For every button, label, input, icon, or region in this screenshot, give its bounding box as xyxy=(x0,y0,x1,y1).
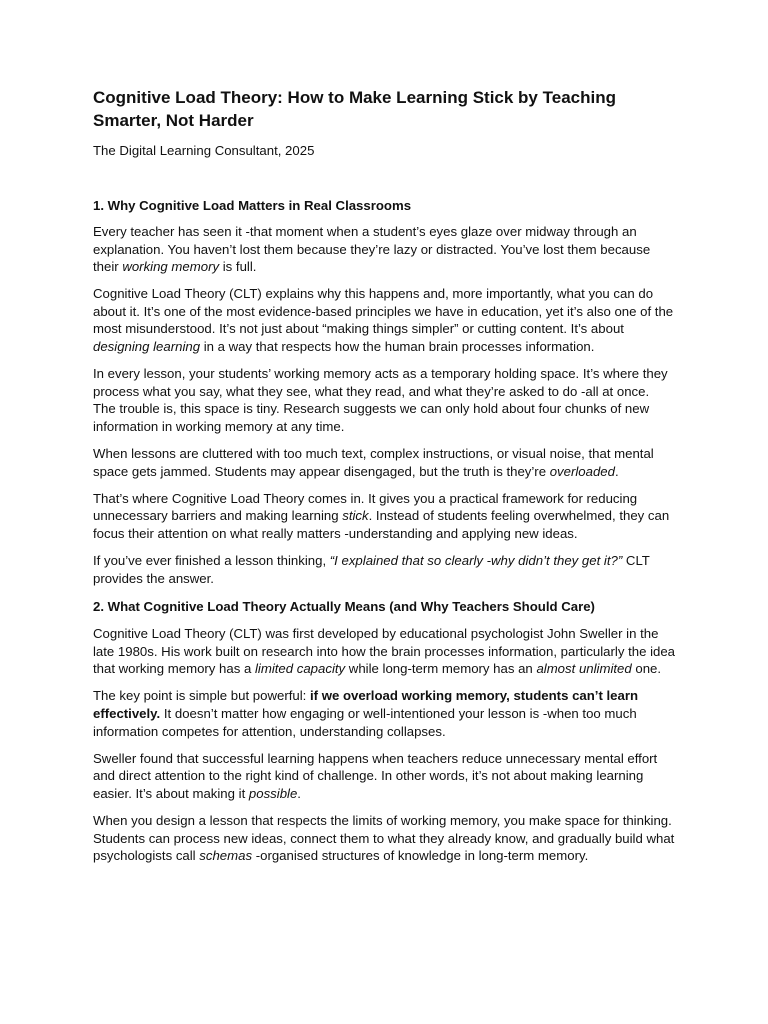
section-1-paragraph-5 xyxy=(93,490,675,543)
text-run: That’s where Cognitive Load Theory comes in. It gives you a practical framework for reducing unnecessary barriers and making learning xyxy=(93,490,638,524)
emphasis-text: stick xyxy=(342,508,369,524)
text-run: one. xyxy=(631,661,662,677)
text-run: If you’ve ever finished a lesson thinking, xyxy=(93,553,330,568)
section-2-paragraph-4 xyxy=(93,812,675,865)
text-run: Cognitive Load Theory (CLT) explains why this happens and, more importantly, what you can do about it. It’s one of the most evidence-based principles we have in education, yet it’s also one of the most misunderstood. It’s not just about “making things simpler” or cutting content. It’s about xyxy=(93,286,674,337)
emphasis-text: designing learning xyxy=(93,339,201,355)
text-run: in a way that respects how the human brain processes information. xyxy=(200,339,595,355)
text-run: is full. xyxy=(219,259,257,275)
section-1-heading: 1. Why Cognitive Load Matters in Real Classrooms xyxy=(93,198,412,213)
section-2-paragraph-3 xyxy=(93,750,675,803)
section-1-paragraph-4 xyxy=(93,445,675,480)
emphasis-text: overloaded xyxy=(549,463,615,479)
text-run: Every teacher has seen it -that moment when a student’s eyes glaze over midway through an explanation. You haven’t lost them because they’re lazy or distracted. You’ve lost them because their xyxy=(93,224,651,275)
text-run: Cognitive Load Theory (CLT) was first developed by educational psychologist John Sweller in the late 1980s. His work built on research into how the brain processes information, particularly the idea that working memory has a xyxy=(93,626,676,677)
section-2-paragraph-2 xyxy=(93,687,675,740)
document-subtitle: The Digital Learning Consultant, 2025 xyxy=(93,143,315,158)
section-1-paragraph-6 xyxy=(93,552,675,587)
section-1-paragraph-3: In every lesson, your students’ working memory acts as a temporary holding space. It’s where they process what you say, what they see, what they read, and what they’re asked to do -all at once. The trouble is, this space is tiny. Research suggests we can only hold about four chunks of new information in working memory at any time. xyxy=(93,366,668,434)
section-1-paragraph-2 xyxy=(93,285,675,355)
emphasis-text: possible xyxy=(248,785,298,801)
emphasis-text: limited capacity xyxy=(254,661,346,677)
emphasis-text: almost unlimited xyxy=(536,661,632,677)
section-2-paragraph-1 xyxy=(93,625,675,678)
text-run: When lessons are cluttered with too much text, complex instructions, or visual noise, that mental space gets jammed. Students may appear disengaged, but the truth is they’re xyxy=(93,446,654,479)
text-run: CLT provides the answer. xyxy=(93,553,650,586)
emphasis-text: schemas xyxy=(199,848,253,864)
bold-text: if we overload working memory, students can’t learn effectively. xyxy=(93,688,639,722)
text-run: . Instead of students feeling overwhelmed, they can focus their attention on what really matters -understanding and applying new ideas. xyxy=(93,508,670,541)
text-run: When you design a lesson that respects the limits of working memory, you make space for thinking. Students can process new ideas, connect them to what they already know, and gradually build what psychologists call xyxy=(93,813,675,864)
text-run: The key point is simple but powerful: xyxy=(93,688,310,704)
section-1 xyxy=(93,197,675,587)
text-run: while long-term memory has an xyxy=(345,661,537,677)
section-1-paragraph-1 xyxy=(93,223,675,276)
section-2 xyxy=(93,598,675,865)
emphasis-text: “I explained that so clearly -why didn’t they get it?” xyxy=(329,553,623,568)
text-run: It doesn’t matter how engaging or well-intentioned your lesson is -when too much information competes for attention, understanding collapses. xyxy=(93,706,637,739)
text-run: -organised structures of knowledge in long-term memory. xyxy=(252,848,589,864)
text-run: . xyxy=(297,785,301,801)
text-run: . xyxy=(614,463,619,479)
section-2-heading: 2. What Cognitive Load Theory Actually Means (and Why Teachers Should Care) xyxy=(93,599,595,615)
document-title: Cognitive Load Theory: How to Make Learning Stick by Teaching Smarter, Not Harder xyxy=(93,88,616,130)
emphasis-text: working memory xyxy=(122,259,220,275)
text-run: Sweller found that successful learning happens when teachers reduce unnecessary mental effort and direct attention to the right kind of challenge. In other words, it’s not about making learning easier. It’s about making it xyxy=(93,750,658,801)
